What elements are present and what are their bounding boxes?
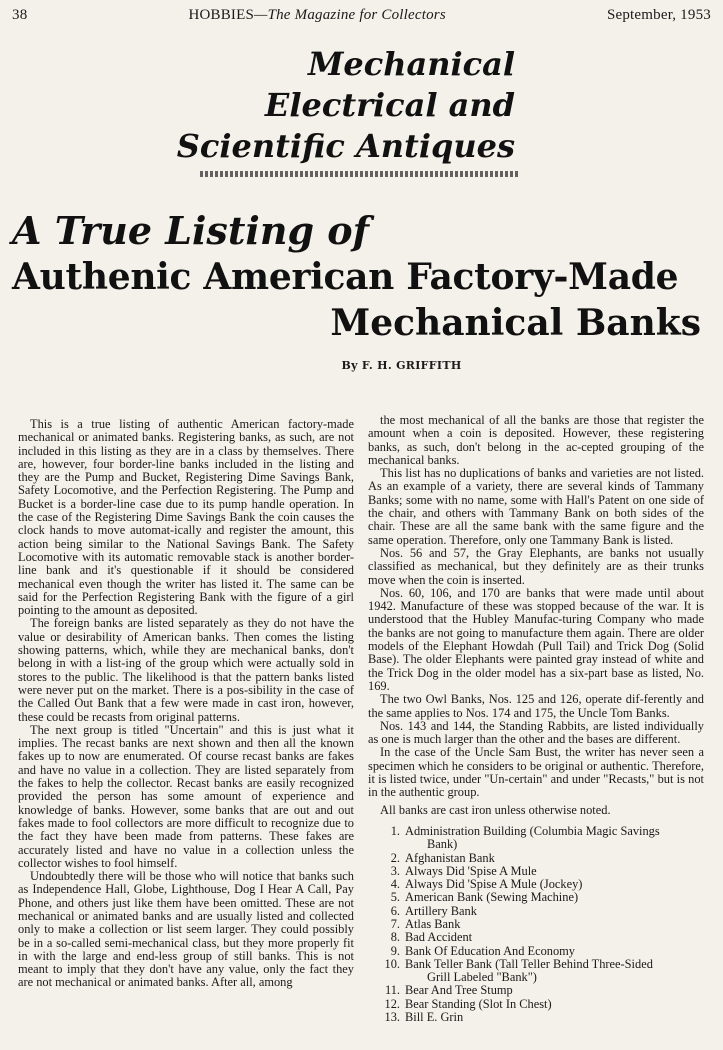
- paragraph: The next group is titled "Uncertain" and this is just what it implies. The recast banks are next shown and then all the known fakes up to now are enumerated. Of course recast banks are fakes and have no value in a collection. They are listed separately from the fakes to help the collector. Recast banks are easily recognized provided the person has some amount of experience and knowledge of banks. However, some banks that are out and out fakes made to fool collectors are more difficult to recognize due to the fact they have been made from patterns. These fakes are accurately listed and have no value in a collection unless the collector wishes to fool himself.: [18, 722, 354, 870]
- headline-line-1: A True Listing of: [12, 208, 369, 253]
- paragraph: This is a true listing of authentic American factory-made mechanical or animated banks. Registering banks, as such, are not included in this listing as they are in a class by themselves. There are, however, four border-line banks included in the listing and they are the Pump and Bucket, Registering Dime Savings Bank, Safety Locomotive, and the Perfection Registering. The Pump and Bucket is a border-line case due to its pump handle operation. In the case of the Registering Dime Savings Bank the coin causes the clock hands to move automat-ically and register the amount, this action being similar to the National Savings Bank. The Safety Locomotive with its automatic removable stack is another border-line bank and it's questionable if it should be considered mechanical even though the writer has listed it. The same can be said for the Perfection Registering Bank with the figure of a girl pointing to the amount as deposited.: [18, 417, 354, 618]
- list-item: 11. Bear And Tree Stump: [384, 983, 513, 998]
- list-item: 1. Administration Building (Columbia Magic Savings Bank): [390, 823, 660, 852]
- decorative-rule: [200, 171, 520, 177]
- list-item: 10. Bank Teller Bank (Tall Teller Behind Three-Sided Grill Labeled "Bank"): [384, 956, 653, 985]
- paragraph: the most mechanical of all the banks are those that register the amount when a coin is deposited. However, these registering banks, as such, don't belong in the ac-cepted grouping of the mechanical banks.: [368, 413, 704, 467]
- paragraph: The two Owl Banks, Nos. 125 and 126, operate dif-ferently and the same applies to Nos. 174 and 175, the Uncle Tom Banks.: [368, 692, 704, 720]
- list-item: 9. Bank Of Education And Economy: [390, 943, 575, 958]
- headline-line-2: Authenic American Factory-Made: [12, 256, 679, 298]
- list-item: 12. Bear Standing (Slot In Chest): [384, 996, 552, 1011]
- right-column: [368, 414, 704, 1024]
- list-item: 4. Always Did 'Spise A Mule (Jockey): [390, 877, 583, 892]
- bank-list: [368, 825, 704, 1024]
- department-line-2: Electrical and: [264, 86, 515, 124]
- list-item: 6. Artillery Bank: [390, 903, 477, 918]
- department-line-1: Mechanical: [307, 45, 515, 83]
- running-header: [12, 7, 711, 24]
- department-line-3: Scientific Antiques: [176, 127, 515, 165]
- author-byline: By F. H. GRIFFITH: [341, 359, 462, 372]
- list-item: 3. Always Did 'Spise A Mule: [390, 863, 537, 878]
- magazine-name: HOBBIES: [188, 7, 255, 23]
- magazine-title: [188, 7, 445, 24]
- paragraph: Undoubtedly there will be those who will notice that banks such as Independence Hall, Globe, Lighthouse, Dog I Hear A Call, Pay Phone, and others just like them have been omitted. These are not mechanical or animated banks and are usually listed and collected only to make a collection or list seem larger. They could possibly be in a so-called semi-mechanical class, but they more properly fit in with the large and end-less group of still banks. This is not meant to imply that they don't have any value, only the fact they are not mechanical or animated banks. After all, among: [18, 869, 354, 990]
- magazine-subtitle: —The Magazine for Collectors: [254, 7, 446, 23]
- list-note: All banks are cast iron unless otherwise noted.: [380, 802, 611, 817]
- list-item: 8. Bad Accident: [390, 930, 473, 945]
- paragraph: Nos. 60, 106, and 170 are banks that were made until about 1942. Manufacture of these was stopped because of the war. It is understood that the Hubley Manufac-turing Company who made the banks are not going to manufacture them again. There are older models of the Elephant Howdah (Pull Tail) and Trick Dog (Solid Base). The older Elephants were painted gray instead of white and the Trick Dog in the older model has a six-part base as listed, No. 169.: [368, 585, 704, 693]
- left-column: [18, 418, 354, 990]
- paragraph: Nos. 143 and 144, the Standing Rabbits, are listed individually as one is much larger than the other and the bases are different.: [368, 718, 704, 747]
- list-item: 7. Atlas Bank: [390, 916, 461, 931]
- headline-line-3: Mechanical Banks: [330, 302, 701, 344]
- paragraph: This list has no duplications of banks and varieties are not listed. As an example of a variety, there are several kinds of Tammany Banks; some with no name, some with Hall's Patent on one side of the chair, and others with Tammany Bank on both sides of the chair. These are all the same bank with the same figure and the same operation. Therefore, only one Tammany Bank is listed.: [368, 466, 704, 547]
- list-item: 13. Bill E. Grin: [384, 1010, 464, 1025]
- paragraph: The foreign banks are listed separately as they do not have the value or desirability of American banks. Then comes the listing showing patterns, which, while they are mechanical banks, don't belong in with a list-ing of the group which were actually sold in stores to the public. The likelihood is that the pattern banks listed were never put on the market. There is a pos-sibility in the case of the Called Out Bank that a few were made in cast iron, however, these could be recasts from original patterns.: [18, 616, 354, 724]
- paragraph: In the case of the Uncle Sam Bust, the writer has never seen a specimen which he considers to be original or authentic. Therefore, it is listed twice, under "Un-certain" and under "Recasts," but is not in the authentic group.: [368, 745, 704, 800]
- issue-date: September, 1953: [606, 7, 711, 23]
- byline: [0, 359, 723, 372]
- list-item: 2. Afghanistan Bank: [390, 850, 495, 865]
- article-headline: [12, 208, 701, 346]
- department-heading: [95, 44, 515, 167]
- paragraph: Nos. 56 and 57, the Gray Elephants, are banks not usually classified as mechanical, but they definitely are as their trunks move when the coin is inserted.: [368, 545, 704, 587]
- page-number: 38: [12, 7, 28, 23]
- list-item: 5. American Bank (Sewing Machine): [390, 890, 579, 905]
